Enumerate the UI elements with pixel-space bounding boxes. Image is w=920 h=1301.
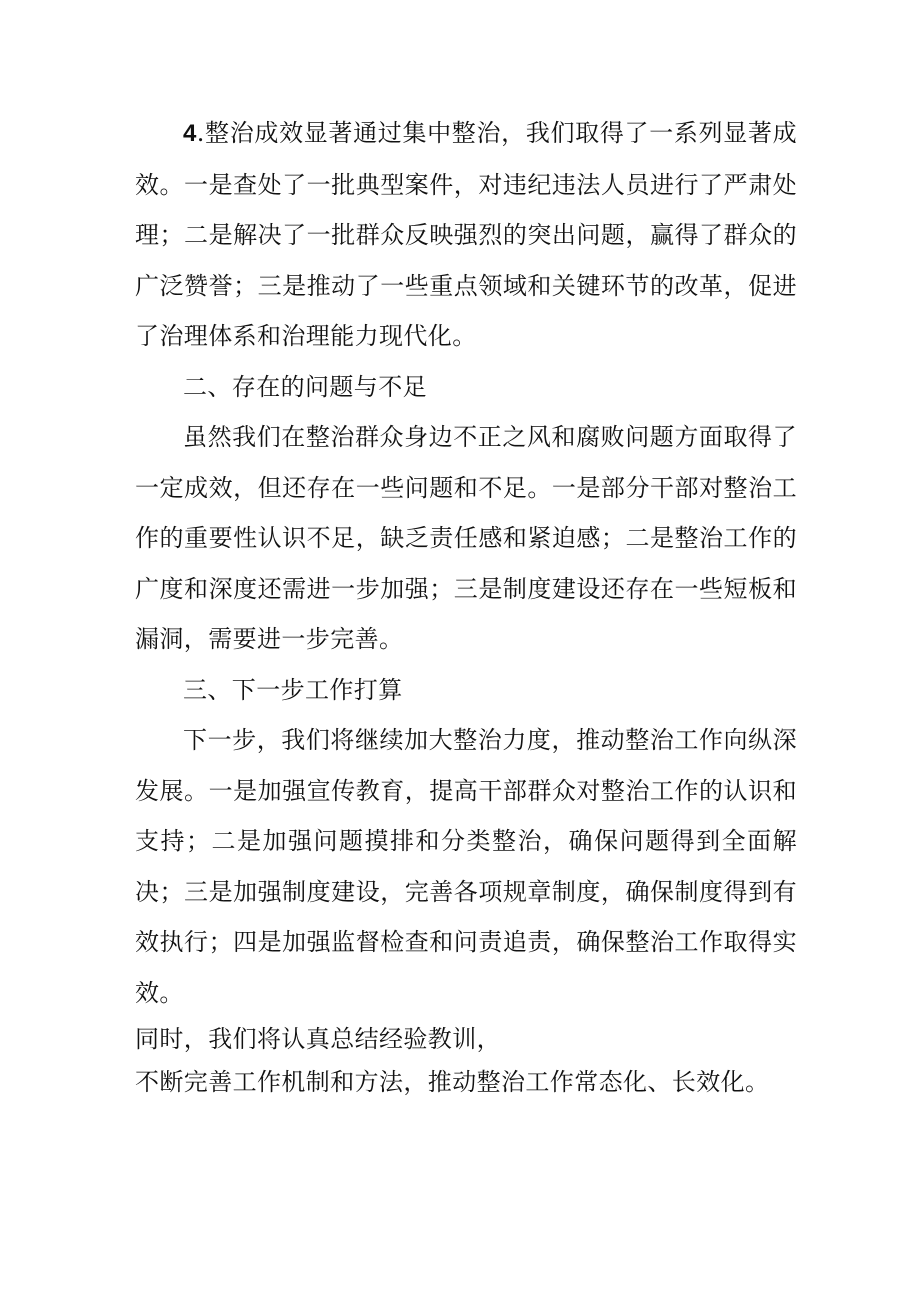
heading-next-steps: 三、下一步工作打算	[183, 675, 403, 704]
paragraph-number: 4	[183, 120, 197, 147]
document-body	[135, 108, 797, 1104]
heading-problems: 二、存在的问题与不足	[183, 372, 427, 401]
closing-line-2: 不断完善工作机制和方法，推动整治工作常态化、长效化。	[135, 1068, 770, 1096]
paragraph-results-text: .整治成效显著通过集中整治，我们取得了一系列显著成效。一是查处了一批典型案件，对违纪违法人员进行了严肃处理；二是解决了一批群众反映强烈的突出问题，赢得了群众的广泛赞誉；三是推动了一些重点领域和关键环节的改革，促进了治理体系和治理能力现代化。	[135, 119, 797, 350]
paragraph-results	[135, 108, 797, 362]
paragraph-problems: 虽然我们在整治群众身边不正之风和腐败问题方面取得了一定成效，但还存在一些问题和不足。一是部分干部对整治工作的重要性认识不足，缺乏责任感和紧迫感；二是整治工作的广度和深度还需进一步加强；三是制度建设还存在一些短板和漏洞，需要进一步完善。	[135, 423, 797, 653]
closing-line-1: 同时，我们将认真总结经验教训，	[135, 1025, 501, 1053]
paragraph-next-steps: 下一步，我们将继续加大整治力度，推动整治工作向纵深发展。一是加强宣传教育，提高干部群众对整治工作的认识和支持；二是加强问题摸排和分类整治，确保问题得到全面解决；三是加强制度建设，完善各项规章制度，确保制度得到有效执行；四是加强监督检查和问责追责，确保整治工作取得实效。	[135, 726, 797, 1007]
